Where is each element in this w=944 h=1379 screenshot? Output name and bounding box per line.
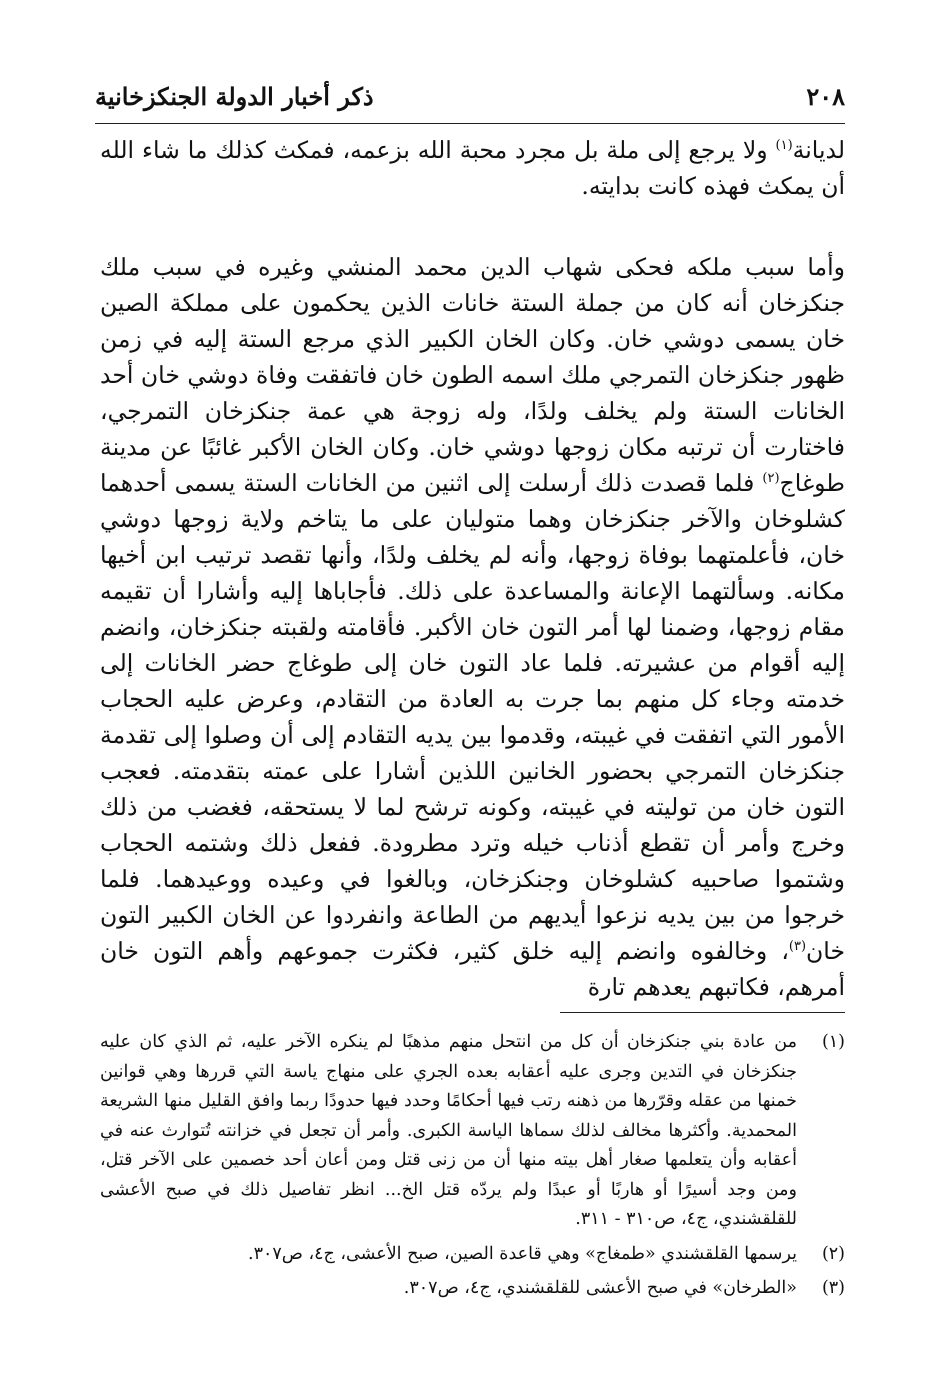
footnote-text: يرسمها القلقشندي «طمغاج» وهي قاعدة الصين، صبح الأعشى، ج٤، ص٣٠٧. (247, 1243, 797, 1264)
text-run: وأما سبب ملكه فحكى شهاب الدين محمد المنشي وغيره في سبب ملك جنكزخان أنه كان من جملة الستة خانات الذين يحكمون على مملكة الصين خان يسمى دوشي خان. وكان الخان الكبير الذي مرجع الستة إليه في زمن ظهور جنكزخان التمرجي ملك اسمه الطون خان فاتفقت وفاة دوشي خان أحد الخانات الستة ولم يخلف ولدًا، وله زوجة هي عمة جنكزخان التمرجي، فاختارت أن ترتبه مكان زوجها دوشي خان. وكان الخان الأكبر غائبًا عن مدينة طوغاج (100, 253, 845, 497)
footnotes (100, 1028, 845, 1309)
footnote-divider (560, 1012, 845, 1013)
footnote-ref-3: (٣) (788, 939, 807, 955)
running-title: ذكر أخبار الدولة الجنكزخانية (95, 82, 374, 111)
footnote-ref-1: (١) (775, 138, 793, 154)
header-divider (95, 123, 845, 124)
footnote-number: (٢) (821, 1243, 845, 1264)
text-run: ولا يرجع إلى ملة بل مجرد محبة الله بزعمه، فمكث كذلك ما شاء الله أن يمكث فهذه كانت بدايته. (100, 136, 845, 200)
text-run: ، وخالفوه وانضم إليه خلق كثير، فكثرت جموعهم وأهم التون خان أمرهم، فكاتبهم يعدهم تارة (100, 937, 845, 1001)
footnote-text: «الطرخان» في صبح الأعشى للقلقشندي، ج٤، ص٣٠٧. (403, 1278, 797, 1298)
footnote-item (100, 1274, 845, 1304)
paragraph-1 (100, 132, 845, 204)
footnote-item (100, 1240, 845, 1270)
main-text (100, 132, 845, 1005)
paragraph-2 (100, 249, 845, 1005)
page-number: ٢٠٨ (806, 82, 845, 111)
text-run: فلما قصدت ذلك أرسلت إلى اثنين من الخانات الستة يسمى أحدهما كشلوخان والآخر جنكزخان وهما متوليان على ما يتاخم ولاية زوجها دوشي خان، فأعلمتهما بوفاة زوجها، وأنه لم يخلف ولدًا، وأنها تقصد ترتيب ابن أخيها مكانه. وسألتهما الإعانة والمساعدة على ذلك. فأجاباها إليه وأشارا أن تقيمه مقام زوجها، وضمنا لها أمر التون خان الأكبر. فأقامته ولقبته جنكزخان، وانضم إليه أقوام من عشيرته. فلما عاد التون خان إلى طوغاج حضر الخانات إلى خدمته وجاء كل منهم بما جرت به العادة من التقادم، وعرض عليه الحجاب الأمور التي اتفقت في غيبته، وقدموا بين يديه التقادم إلى أن وصلوا إلى تقدمة جنكزخان التمرجي بحضور الخانين اللذين أشارا على عمته بتقدمته. فعجب التون خان من توليته في غيبته، وكونه ترشح لما لا يستحقه، فغضب من ذلك وخرج وأمر أن تقطع أذناب خيله وترد مطرودة. ففعل ذلك وشتمه الحجاب وشتموا صاحبيه كشلوخان وجنكزخان، وبالغوا في وعيده ووعيدهما. فلما خرجوا من بين يديه نزعوا أيديهم من الطاعة وانفردوا عن الخان الكبير التون خان (100, 469, 845, 965)
footnote-number: (١) (821, 1032, 845, 1052)
running-header (95, 70, 845, 120)
paragraph-gap (100, 204, 845, 249)
footnote-number: (٣) (821, 1278, 845, 1298)
footnote-item (100, 1028, 845, 1235)
footnote-text: من عادة بني جنكزخان أن كل من انتحل منهم مذهبًا لم ينكره الآخر عليه، ثم الذي كان عليه جنكزخان في التدين وجرى عليه أعقابه بعده الجري على منهاج ياسة التي قررها وهي قوانين خمنها من عقله وقرّرها من ذهنه رتب فيها أحكامًا وحدد فيها حدودًا ربما وافق القليل منها الشريعة المحمدية. وأكثرها مخالف لذلك سماها الياسة الكبرى. وأمر أن تجعل في خزانته تُتوارث عنه في أعقابه وأن يتعلمها صغار أهل بيته منها أن من زنى قتل ومن أعان أحد خصمين على الآخر قتل، ومن وجد أسيرًا أو هاربًا أو عبدًا ولم يردّه قتل الخ... انظر تفاصيل ذلك في صبح الأعشى للقلقشندي، ج٤، ص٣١٠ - ٣١١. (100, 1032, 797, 1229)
footnote-ref-2: (٢) (762, 471, 780, 487)
text-run: لديانة (792, 136, 845, 164)
